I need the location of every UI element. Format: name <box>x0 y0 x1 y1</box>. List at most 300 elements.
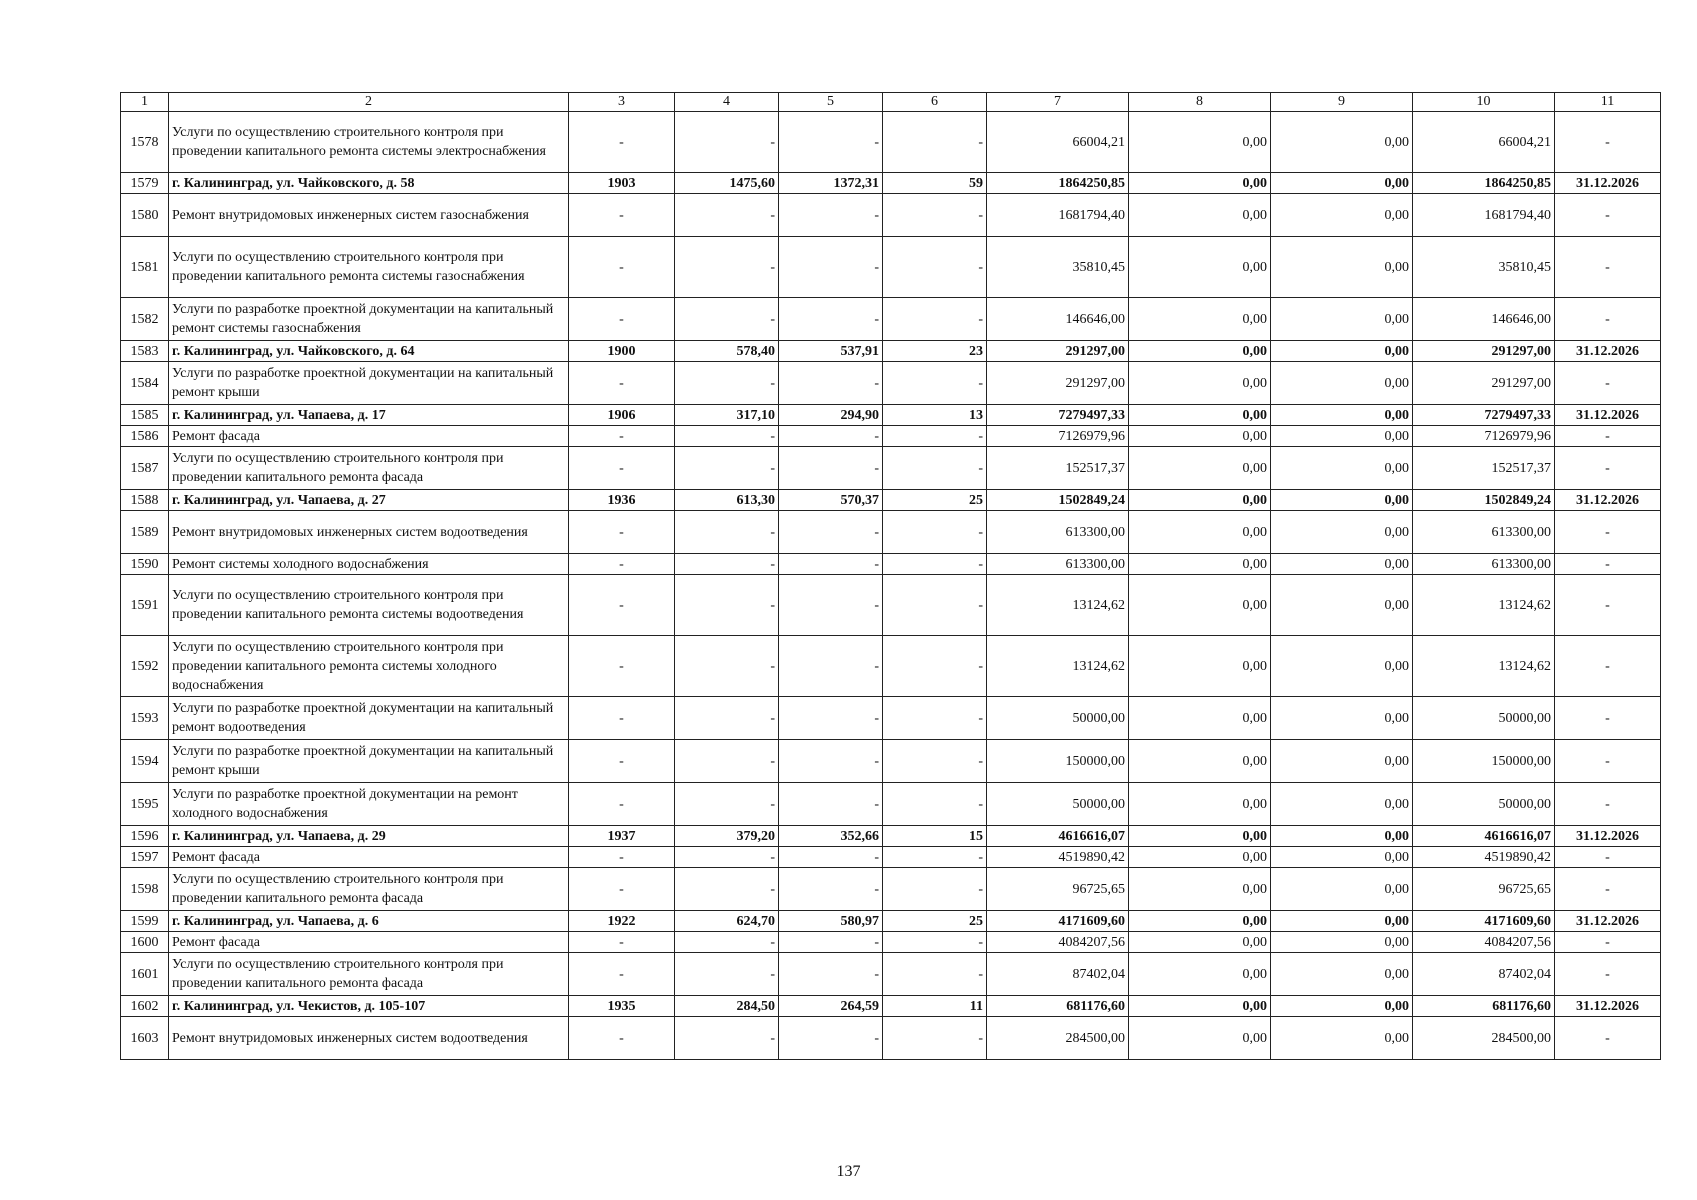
cell-col-9: 0,00 <box>1271 362 1413 405</box>
cell-col-5: 264,59 <box>779 996 883 1017</box>
cell-col-2: Услуги по разработке проектной документации на капитальный ремонт водоотведения <box>169 697 569 740</box>
cell-col-7: 613300,00 <box>987 511 1129 554</box>
cell-col-10: 66004,21 <box>1413 112 1555 173</box>
cell-col-2: Ремонт внутридомовых инженерных систем водоотведения <box>169 511 569 554</box>
cell-col-5: - <box>779 237 883 298</box>
cell-col-1: 1600 <box>121 932 169 953</box>
cell-col-8: 0,00 <box>1129 783 1271 826</box>
cell-col-9: 0,00 <box>1271 697 1413 740</box>
cell-col-3: 1903 <box>569 173 675 194</box>
page-number: 137 <box>836 1163 861 1180</box>
cell-col-4: - <box>675 783 779 826</box>
column-header-6: 6 <box>883 93 987 112</box>
cell-col-2: Услуги по осуществлению строительного контроля при проведении капитального ремонта системы электроснабжения <box>169 112 569 173</box>
table-row <box>121 194 1661 237</box>
cell-col-10: 4616616,07 <box>1413 826 1555 847</box>
cell-col-6: - <box>883 112 987 173</box>
cell-col-8: 0,00 <box>1129 237 1271 298</box>
cell-col-5: - <box>779 575 883 636</box>
cell-col-6: - <box>883 511 987 554</box>
cell-col-1: 1590 <box>121 554 169 575</box>
table-row <box>121 237 1661 298</box>
cell-col-9: 0,00 <box>1271 996 1413 1017</box>
cell-col-2: г. Калининград, ул. Чапаева, д. 6 <box>169 911 569 932</box>
cell-col-6: 23 <box>883 341 987 362</box>
table-row <box>121 783 1661 826</box>
cell-col-10: 284500,00 <box>1413 1017 1555 1060</box>
cell-col-4: 624,70 <box>675 911 779 932</box>
cell-col-10: 13124,62 <box>1413 575 1555 636</box>
cell-col-1: 1602 <box>121 996 169 1017</box>
cell-col-10: 613300,00 <box>1413 554 1555 575</box>
cell-col-1: 1592 <box>121 636 169 697</box>
cell-col-7: 291297,00 <box>987 362 1129 405</box>
cell-col-7: 681176,60 <box>987 996 1129 1017</box>
cell-col-7: 4616616,07 <box>987 826 1129 847</box>
cell-col-8: 0,00 <box>1129 447 1271 490</box>
cell-col-2: Услуги по разработке проектной документации на капитальный ремонт системы газоснабжения <box>169 298 569 341</box>
cell-col-8: 0,00 <box>1129 575 1271 636</box>
cell-col-5: - <box>779 511 883 554</box>
cell-col-8: 0,00 <box>1129 194 1271 237</box>
cell-col-9: 0,00 <box>1271 1017 1413 1060</box>
cell-col-5: 537,91 <box>779 341 883 362</box>
cell-col-11: - <box>1555 362 1661 405</box>
cell-col-7: 4519890,42 <box>987 847 1129 868</box>
cell-col-3: - <box>569 953 675 996</box>
cell-col-9: 0,00 <box>1271 298 1413 341</box>
cell-col-11: - <box>1555 426 1661 447</box>
cell-col-9: 0,00 <box>1271 847 1413 868</box>
cell-col-11: - <box>1555 237 1661 298</box>
cell-col-10: 152517,37 <box>1413 447 1555 490</box>
cell-col-5: - <box>779 112 883 173</box>
cell-col-10: 50000,00 <box>1413 783 1555 826</box>
cell-col-8: 0,00 <box>1129 932 1271 953</box>
cell-col-1: 1589 <box>121 511 169 554</box>
cell-col-9: 0,00 <box>1271 740 1413 783</box>
cell-col-3: - <box>569 112 675 173</box>
cell-col-8: 0,00 <box>1129 847 1271 868</box>
cell-col-6: 15 <box>883 826 987 847</box>
cell-col-10: 35810,45 <box>1413 237 1555 298</box>
cell-col-7: 284500,00 <box>987 1017 1129 1060</box>
cell-col-5: - <box>779 426 883 447</box>
cell-col-1: 1591 <box>121 575 169 636</box>
cell-col-5: 294,90 <box>779 405 883 426</box>
cell-col-7: 1502849,24 <box>987 490 1129 511</box>
cell-col-3: 1936 <box>569 490 675 511</box>
column-header-5: 5 <box>779 93 883 112</box>
cell-col-11: - <box>1555 194 1661 237</box>
cell-col-2: Услуги по разработке проектной документации на ремонт холодного водоснабжения <box>169 783 569 826</box>
cell-col-3: - <box>569 783 675 826</box>
cell-col-4: - <box>675 575 779 636</box>
cell-col-1: 1585 <box>121 405 169 426</box>
cell-col-10: 1681794,40 <box>1413 194 1555 237</box>
address-row <box>121 826 1661 847</box>
cell-col-2: Услуги по осуществлению строительного контроля при проведении капитального ремонта фасада <box>169 953 569 996</box>
cell-col-7: 1681794,40 <box>987 194 1129 237</box>
cell-col-11: - <box>1555 298 1661 341</box>
cell-col-2: г. Калининград, ул. Чайковского, д. 58 <box>169 173 569 194</box>
cell-col-3: - <box>569 362 675 405</box>
cell-col-8: 0,00 <box>1129 996 1271 1017</box>
cell-col-6: - <box>883 953 987 996</box>
cell-col-7: 1864250,85 <box>987 173 1129 194</box>
cell-col-10: 4519890,42 <box>1413 847 1555 868</box>
cell-col-6: - <box>883 447 987 490</box>
cell-col-1: 1579 <box>121 173 169 194</box>
cell-col-11: - <box>1555 697 1661 740</box>
cell-col-7: 13124,62 <box>987 636 1129 697</box>
cell-col-11: - <box>1555 932 1661 953</box>
cell-col-4: - <box>675 362 779 405</box>
cell-col-9: 0,00 <box>1271 868 1413 911</box>
cell-col-3: - <box>569 447 675 490</box>
cell-col-1: 1588 <box>121 490 169 511</box>
cell-col-8: 0,00 <box>1129 362 1271 405</box>
cell-col-9: 0,00 <box>1271 341 1413 362</box>
cell-col-6: - <box>883 932 987 953</box>
cell-col-9: 0,00 <box>1271 511 1413 554</box>
cell-col-11: - <box>1555 1017 1661 1060</box>
cell-col-7: 7126979,96 <box>987 426 1129 447</box>
cell-col-6: 25 <box>883 490 987 511</box>
cell-col-1: 1586 <box>121 426 169 447</box>
cell-col-5: - <box>779 783 883 826</box>
cell-col-9: 0,00 <box>1271 237 1413 298</box>
cell-col-11: 31.12.2026 <box>1555 490 1661 511</box>
cell-col-2: Услуги по осуществлению строительного контроля при проведении капитального ремонта системы холодного водоснабжения <box>169 636 569 697</box>
cell-col-10: 291297,00 <box>1413 362 1555 405</box>
cell-col-11: 31.12.2026 <box>1555 911 1661 932</box>
cell-col-11: - <box>1555 783 1661 826</box>
cell-col-10: 96725,65 <box>1413 868 1555 911</box>
cell-col-5: - <box>779 697 883 740</box>
cell-col-3: - <box>569 868 675 911</box>
cell-col-2: Ремонт внутридомовых инженерных систем водоотведения <box>169 1017 569 1060</box>
table-row <box>121 511 1661 554</box>
cell-col-3: 1935 <box>569 996 675 1017</box>
cell-col-11: - <box>1555 112 1661 173</box>
table-row <box>121 1017 1661 1060</box>
cell-col-1: 1596 <box>121 826 169 847</box>
cell-col-4: 1475,60 <box>675 173 779 194</box>
column-header-1: 1 <box>121 93 169 112</box>
cell-col-8: 0,00 <box>1129 554 1271 575</box>
cell-col-4: 284,50 <box>675 996 779 1017</box>
cell-col-9: 0,00 <box>1271 173 1413 194</box>
table-row <box>121 298 1661 341</box>
cell-col-4: - <box>675 447 779 490</box>
cell-col-1: 1597 <box>121 847 169 868</box>
cell-col-8: 0,00 <box>1129 826 1271 847</box>
cell-col-2: Ремонт внутридомовых инженерных систем газоснабжения <box>169 194 569 237</box>
cell-col-2: Услуги по осуществлению строительного контроля при проведении капитального ремонта фасада <box>169 447 569 490</box>
cell-col-4: 379,20 <box>675 826 779 847</box>
cell-col-8: 0,00 <box>1129 1017 1271 1060</box>
cell-col-11: 31.12.2026 <box>1555 405 1661 426</box>
cell-col-10: 4171609,60 <box>1413 911 1555 932</box>
cell-col-11: - <box>1555 740 1661 783</box>
cell-col-8: 0,00 <box>1129 405 1271 426</box>
cell-col-3: - <box>569 575 675 636</box>
cell-col-2: Ремонт системы холодного водоснабжения <box>169 554 569 575</box>
cell-col-9: 0,00 <box>1271 426 1413 447</box>
cell-col-3: - <box>569 298 675 341</box>
cell-col-1: 1582 <box>121 298 169 341</box>
cell-col-6: - <box>883 636 987 697</box>
cell-col-6: - <box>883 237 987 298</box>
cell-col-5: - <box>779 362 883 405</box>
column-header-8: 8 <box>1129 93 1271 112</box>
cell-col-8: 0,00 <box>1129 953 1271 996</box>
column-header-3: 3 <box>569 93 675 112</box>
cell-col-3: - <box>569 511 675 554</box>
cell-col-3: - <box>569 740 675 783</box>
cell-col-7: 96725,65 <box>987 868 1129 911</box>
cell-col-8: 0,00 <box>1129 173 1271 194</box>
cell-col-1: 1595 <box>121 783 169 826</box>
cell-col-11: - <box>1555 953 1661 996</box>
cell-col-8: 0,00 <box>1129 490 1271 511</box>
cell-col-4: - <box>675 932 779 953</box>
cell-col-9: 0,00 <box>1271 194 1413 237</box>
cell-col-3: 1937 <box>569 826 675 847</box>
cell-col-7: 87402,04 <box>987 953 1129 996</box>
cell-col-1: 1587 <box>121 447 169 490</box>
cell-col-2: Ремонт фасада <box>169 426 569 447</box>
cell-col-8: 0,00 <box>1129 112 1271 173</box>
cell-col-2: Услуги по осуществлению строительного контроля при проведении капитального ремонта системы газоснабжения <box>169 237 569 298</box>
cell-col-8: 0,00 <box>1129 426 1271 447</box>
cell-col-10: 4084207,56 <box>1413 932 1555 953</box>
cell-col-10: 7279497,33 <box>1413 405 1555 426</box>
cell-col-4: - <box>675 426 779 447</box>
cell-col-4: 578,40 <box>675 341 779 362</box>
cell-col-7: 50000,00 <box>987 783 1129 826</box>
cell-col-2: г. Калининград, ул. Чайковского, д. 64 <box>169 341 569 362</box>
column-header-2: 2 <box>169 93 569 112</box>
column-header-10: 10 <box>1413 93 1555 112</box>
cell-col-5: - <box>779 868 883 911</box>
cell-col-4: 317,10 <box>675 405 779 426</box>
cell-col-5: - <box>779 740 883 783</box>
cell-col-11: 31.12.2026 <box>1555 996 1661 1017</box>
cell-col-7: 146646,00 <box>987 298 1129 341</box>
cell-col-11: - <box>1555 636 1661 697</box>
cell-col-2: Услуги по осуществлению строительного контроля при проведении капитального ремонта системы водоотведения <box>169 575 569 636</box>
cell-col-5: - <box>779 1017 883 1060</box>
cell-col-10: 1864250,85 <box>1413 173 1555 194</box>
cell-col-3: - <box>569 1017 675 1060</box>
cell-col-6: 59 <box>883 173 987 194</box>
cell-col-10: 146646,00 <box>1413 298 1555 341</box>
cell-col-1: 1599 <box>121 911 169 932</box>
cell-col-6: - <box>883 783 987 826</box>
cell-col-8: 0,00 <box>1129 636 1271 697</box>
cell-col-4: - <box>675 237 779 298</box>
cell-col-10: 613300,00 <box>1413 511 1555 554</box>
cell-col-6: - <box>883 426 987 447</box>
table-row <box>121 447 1661 490</box>
cell-col-3: 1900 <box>569 341 675 362</box>
address-row <box>121 911 1661 932</box>
cell-col-4: - <box>675 740 779 783</box>
cell-col-8: 0,00 <box>1129 697 1271 740</box>
column-header-11: 11 <box>1555 93 1661 112</box>
cell-col-11: 31.12.2026 <box>1555 341 1661 362</box>
cell-col-5: - <box>779 447 883 490</box>
cell-col-9: 0,00 <box>1271 554 1413 575</box>
cell-col-10: 1502849,24 <box>1413 490 1555 511</box>
cell-col-4: - <box>675 511 779 554</box>
data-table <box>120 92 1661 1060</box>
address-row <box>121 996 1661 1017</box>
cell-col-7: 13124,62 <box>987 575 1129 636</box>
cell-col-10: 150000,00 <box>1413 740 1555 783</box>
cell-col-7: 4171609,60 <box>987 911 1129 932</box>
header-row <box>121 93 1661 112</box>
cell-col-4: - <box>675 847 779 868</box>
cell-col-9: 0,00 <box>1271 112 1413 173</box>
cell-col-5: - <box>779 847 883 868</box>
table-row <box>121 932 1661 953</box>
address-row <box>121 405 1661 426</box>
cell-col-11: - <box>1555 554 1661 575</box>
cell-col-5: 352,66 <box>779 826 883 847</box>
cell-col-11: - <box>1555 511 1661 554</box>
cell-col-3: - <box>569 194 675 237</box>
table-row <box>121 575 1661 636</box>
cell-col-2: г. Калининград, ул. Чапаева, д. 17 <box>169 405 569 426</box>
table-row <box>121 847 1661 868</box>
cell-col-6: - <box>883 740 987 783</box>
address-row <box>121 490 1661 511</box>
cell-col-5: - <box>779 298 883 341</box>
cell-col-11: 31.12.2026 <box>1555 173 1661 194</box>
cell-col-4: 613,30 <box>675 490 779 511</box>
cell-col-4: - <box>675 554 779 575</box>
cell-col-6: - <box>883 847 987 868</box>
cell-col-4: - <box>675 868 779 911</box>
column-header-4: 4 <box>675 93 779 112</box>
cell-col-6: - <box>883 868 987 911</box>
cell-col-5: 570,37 <box>779 490 883 511</box>
cell-col-3: 1922 <box>569 911 675 932</box>
cell-col-5: 1372,31 <box>779 173 883 194</box>
cell-col-10: 7126979,96 <box>1413 426 1555 447</box>
cell-col-9: 0,00 <box>1271 826 1413 847</box>
cell-col-7: 50000,00 <box>987 697 1129 740</box>
cell-col-8: 0,00 <box>1129 911 1271 932</box>
cell-col-6: - <box>883 298 987 341</box>
table-row <box>121 740 1661 783</box>
cell-col-11: - <box>1555 447 1661 490</box>
cell-col-4: - <box>675 636 779 697</box>
cell-col-10: 291297,00 <box>1413 341 1555 362</box>
cell-col-9: 0,00 <box>1271 490 1413 511</box>
cell-col-3: - <box>569 932 675 953</box>
cell-col-3: - <box>569 636 675 697</box>
table-row <box>121 554 1661 575</box>
cell-col-11: - <box>1555 847 1661 868</box>
cell-col-1: 1593 <box>121 697 169 740</box>
cell-col-6: 11 <box>883 996 987 1017</box>
cell-col-10: 50000,00 <box>1413 697 1555 740</box>
cell-col-5: - <box>779 636 883 697</box>
cell-col-2: г. Калининград, ул. Чапаева, д. 29 <box>169 826 569 847</box>
cell-col-6: - <box>883 697 987 740</box>
cell-col-8: 0,00 <box>1129 868 1271 911</box>
cell-col-11: - <box>1555 868 1661 911</box>
cell-col-8: 0,00 <box>1129 740 1271 783</box>
cell-col-4: - <box>675 298 779 341</box>
cell-col-9: 0,00 <box>1271 783 1413 826</box>
cell-col-1: 1578 <box>121 112 169 173</box>
cell-col-6: - <box>883 194 987 237</box>
cell-col-2: Услуги по разработке проектной документации на капитальный ремонт крыши <box>169 740 569 783</box>
cell-col-4: - <box>675 953 779 996</box>
cell-col-9: 0,00 <box>1271 932 1413 953</box>
cell-col-4: - <box>675 194 779 237</box>
cell-col-9: 0,00 <box>1271 575 1413 636</box>
cell-col-1: 1584 <box>121 362 169 405</box>
cell-col-6: 13 <box>883 405 987 426</box>
cell-col-7: 291297,00 <box>987 341 1129 362</box>
cell-col-1: 1598 <box>121 868 169 911</box>
cell-col-2: г. Калининград, ул. Чапаева, д. 27 <box>169 490 569 511</box>
cell-col-10: 87402,04 <box>1413 953 1555 996</box>
cell-col-5: - <box>779 554 883 575</box>
cell-col-7: 35810,45 <box>987 237 1129 298</box>
cell-col-3: 1906 <box>569 405 675 426</box>
cell-col-9: 0,00 <box>1271 447 1413 490</box>
cell-col-2: Ремонт фасада <box>169 847 569 868</box>
cell-col-5: - <box>779 194 883 237</box>
table-row <box>121 868 1661 911</box>
table-row <box>121 697 1661 740</box>
table-row <box>121 112 1661 173</box>
cell-col-7: 150000,00 <box>987 740 1129 783</box>
cell-col-4: - <box>675 697 779 740</box>
cell-col-2: Услуги по осуществлению строительного контроля при проведении капитального ремонта фасада <box>169 868 569 911</box>
cell-col-8: 0,00 <box>1129 341 1271 362</box>
cell-col-8: 0,00 <box>1129 511 1271 554</box>
cell-col-9: 0,00 <box>1271 636 1413 697</box>
address-row <box>121 173 1661 194</box>
cell-col-3: - <box>569 237 675 298</box>
cell-col-8: 0,00 <box>1129 298 1271 341</box>
table-row <box>121 636 1661 697</box>
column-header-9: 9 <box>1271 93 1413 112</box>
cell-col-9: 0,00 <box>1271 405 1413 426</box>
cell-col-5: - <box>779 953 883 996</box>
cell-col-7: 66004,21 <box>987 112 1129 173</box>
cell-col-9: 0,00 <box>1271 911 1413 932</box>
cell-col-1: 1594 <box>121 740 169 783</box>
cell-col-2: г. Калининград, ул. Чекистов, д. 105-107 <box>169 996 569 1017</box>
cell-col-5: 580,97 <box>779 911 883 932</box>
cell-col-10: 13124,62 <box>1413 636 1555 697</box>
cell-col-10: 681176,60 <box>1413 996 1555 1017</box>
cell-col-2: Услуги по разработке проектной документации на капитальный ремонт крыши <box>169 362 569 405</box>
cell-col-6: - <box>883 1017 987 1060</box>
cell-col-1: 1583 <box>121 341 169 362</box>
cell-col-6: 25 <box>883 911 987 932</box>
cell-col-4: - <box>675 1017 779 1060</box>
